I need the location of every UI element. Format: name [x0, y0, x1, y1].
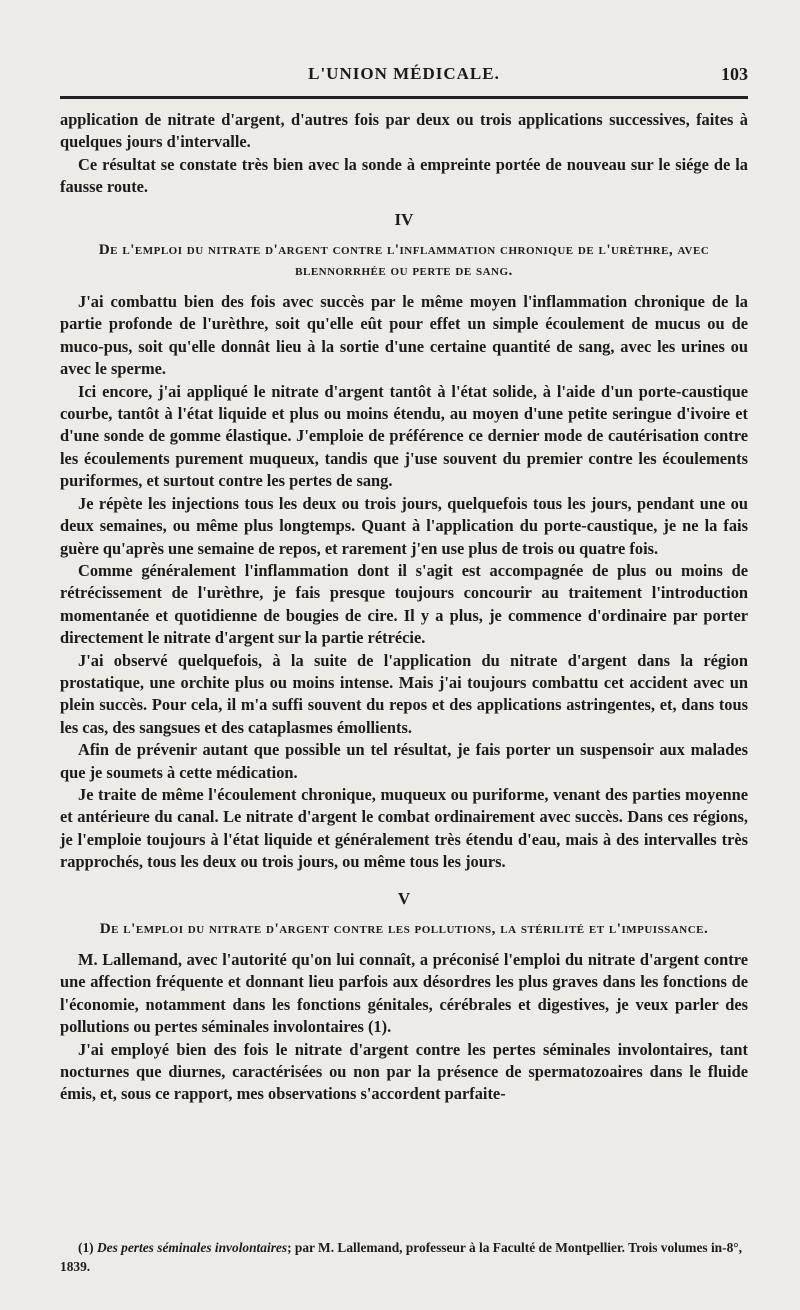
- footnote-text: ; par M. Lallemand, professeur à la Faculté de Montpellier. Trois volumes in-8°, 1839.: [60, 1240, 742, 1274]
- section-numeral: V: [397, 888, 411, 908]
- header-rule: [60, 96, 748, 99]
- footnote: [60, 1238, 748, 1276]
- paragraph: Comme généralement l'inflammation dont il s'agit est accompagnée de plus ou moins de rétrécissement de l'urèthre, je fais presque toujours concourir au traitement l'introduction momentanée et quotidienne de bougies de cire. Il y a plus, je commence d'ordinaire par porter directement le nitrate d'argent sur la partie rétrécie.: [60, 560, 748, 648]
- paragraph: J'ai combattu bien des fois avec succès par le même moyen l'inflammation chronique de la partie profonde de l'urèthre, soit qu'elle eût pour effet un simple écoulement de mucus ou de muco-pus, soit qu'elle donnât lieu à la sortie d'une certaine quantité de sang, avec les urines ou avec le sperme.: [60, 292, 748, 379]
- section-heading: De l'emploi du nitrate d'argent contre l'inflammation chronique de l'urèthre, avec blennorrhée ou perte de sang.: [98, 241, 710, 280]
- paragraph: Ce résultat se constate très bien avec la sonde à empreinte portée de nouveau sur le siége de la fausse route.: [60, 154, 748, 197]
- paragraph: Ici encore, j'ai appliqué le nitrate d'argent tantôt à l'état solide, à l'aide d'un porte-caustique courbe, tantôt à l'état liquide et plus ou moins étendu, au moyen d'une petite seringue d'ivoire et d'une sonde de gomme élastique. J'emploie de préférence ce dernier mode de cautérisation contre les écoulements purement muqueux, tandis que j'use souvent du premier contre les écoulements puriformes, et surtout contre les pertes de sang.: [60, 381, 748, 491]
- paragraph: application de nitrate d'argent, d'autres fois par deux ou trois applications successives, faites à quelques jours d'intervalle.: [60, 110, 748, 152]
- page-number: 103: [721, 64, 748, 84]
- running-head: [60, 60, 748, 90]
- footnote-marker: (1): [78, 1240, 94, 1255]
- paragraph: Afin de prévenir autant que possible un tel résultat, je fais porter un suspensoir aux malades que je soumets à cette médication.: [60, 740, 748, 782]
- section-numeral: IV: [394, 209, 414, 229]
- paragraph: Je répète les injections tous les deux ou trois jours, quelquefois tous les jours, pendant une ou deux semaines, ou même plus longtemps. Quant à l'application du porte-caustique, je ne la fais guère qu'après une semaine de repos, et rarement j'en use plus de trois ou quatre fois.: [60, 493, 748, 558]
- paragraph: Je traite de même l'écoulement chronique, muqueux ou puriforme, venant des parties moyenne et antérieure du canal. Le nitrate d'argent le combat ordinairement avec succès. Dans ces régions, je l'emploie toujours à l'état liquide et généralement très étendu d'eau, mais à des intervalles très rapprochés, tous les deux ou trois jours, ou même tous les jours.: [60, 784, 748, 872]
- running-title: L'UNION MÉDICALE.: [308, 64, 500, 83]
- paragraph: M. Lallemand, avec l'autorité qu'on lui connaît, a préconisé l'emploi du nitrate d'argent contre une affection fréquente et donnant lieu parfois aux désordres les plus graves dans les fonctions de l'économie, notamment dans les fonctions génitales, cérébrales et digestives, je veux parler des pollutions ou pertes séminales involontaires (1).: [60, 950, 748, 1037]
- footnote-title: Des pertes séminales involontaires: [96, 1240, 288, 1255]
- article-body: [60, 109, 748, 1106]
- section-heading: De l'emploi du nitrate d'argent contre les pollutions, la stérilité et l'impuissance.: [99, 920, 709, 937]
- paragraph: J'ai observé quelquefois, à la suite de l'application du nitrate d'argent dans la région prostatique, une orchite plus ou moins intense. Mais j'ai toujours combattu cet accident avec un plein succès. Pour cela, il m'a suffi souvent du repos et des applications astringentes, et, dans tous les cas, des sangsues et des cataplasmes émollients.: [60, 650, 748, 737]
- paragraph: J'ai employé bien des fois le nitrate d'argent contre les pertes séminales involontaires, tant nocturnes que diurnes, caractérisées ou non par la présence de spermatozoaires dans le fluide émis, et, sous ce rapport, mes observations s'accordent parfaite-: [60, 1039, 748, 1104]
